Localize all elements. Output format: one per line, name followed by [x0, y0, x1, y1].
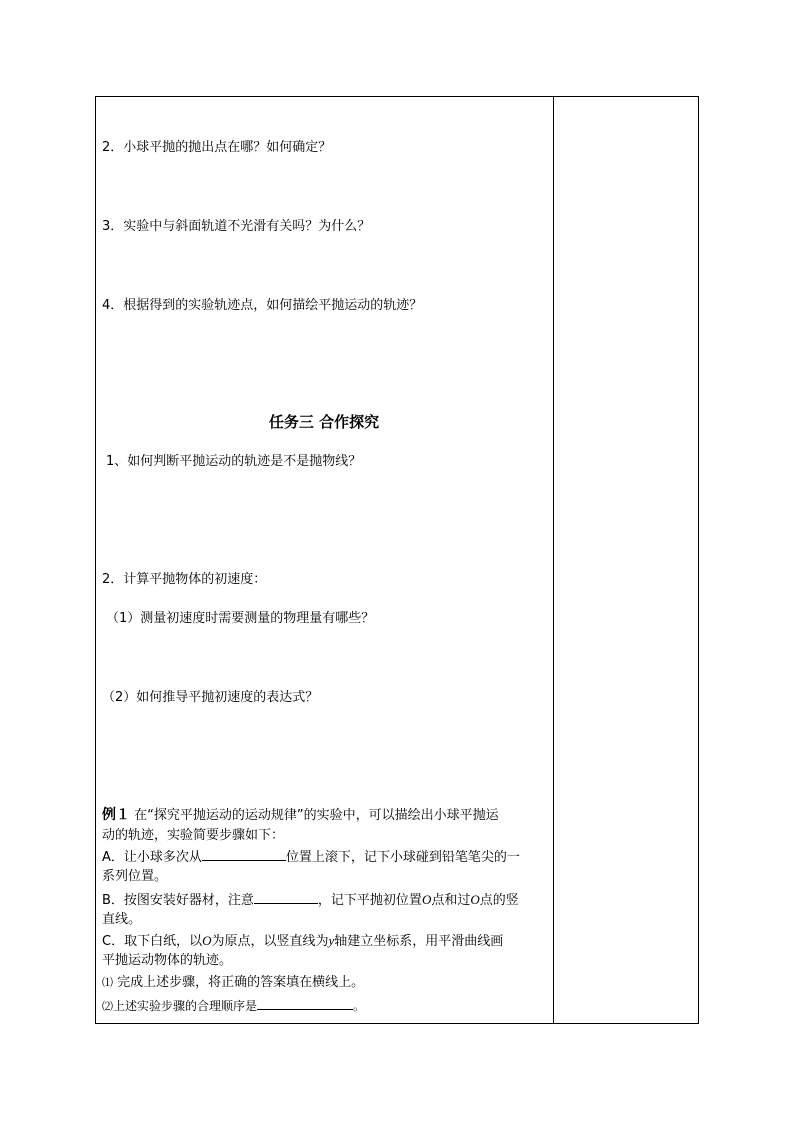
- blank-a[interactable]: [202, 847, 286, 861]
- example-sub-2: ⑵上述实验步骤的合理顺序是 。: [102, 996, 365, 1016]
- question-2: 2．小球平抛的抛出点在哪？如何确定？: [102, 140, 332, 155]
- example-sub-1: ⑴ 完成上述步骤，将正确的答案填在横线上。: [102, 975, 365, 990]
- example-step-b-cont: 直线。: [102, 912, 142, 927]
- column-divider: [553, 96, 554, 1024]
- task3-question-2-1: （1）测量初速度时需要测量的物理量有哪些？: [106, 611, 375, 626]
- task3-question-2: 2．计算平抛物体的初速度：: [102, 572, 267, 587]
- task3-question-1: 1、如何判断平抛运动的轨迹是不是抛物线？: [106, 454, 362, 469]
- example-label: 例１: [102, 808, 130, 823]
- question-4: 4．根据得到的实验轨迹点，如何描绘平抛运动的轨迹？: [102, 298, 423, 313]
- task3-question-2-2: （2）如何推导平抛初速度的表达式？: [102, 690, 319, 705]
- question-3: 3．实验中与斜面轨道不光滑有关吗？为什么？: [102, 219, 371, 234]
- example-step-a-cont: 系列位置。: [102, 869, 168, 884]
- example-step-c-cont: 平抛运动物体的轨迹。: [102, 953, 233, 968]
- example-intro-line2: 动的轨迹，实验简要步骤如下：: [102, 828, 285, 843]
- example-step-a: A．让小球多次从 位置上滚下，记下小球碰到铅笔笔尖的一: [102, 847, 520, 867]
- blank-b[interactable]: [254, 890, 318, 904]
- example-step-b: B．按图安装好器材，注意 ，记下平抛初位置O点和过O点的竖: [102, 892, 519, 908]
- example-step-c: C．取下白纸，以O为原点，以竖直线为y轴建立坐标系，用平滑曲线画: [102, 933, 504, 949]
- blank-order[interactable]: [257, 996, 353, 1010]
- example-intro-line1: 例１ 在“探究平抛运动的运动规律”的实验中，可以描绘出小球平抛运: [102, 808, 499, 823]
- section-title: 任务三 合作探究: [268, 413, 380, 431]
